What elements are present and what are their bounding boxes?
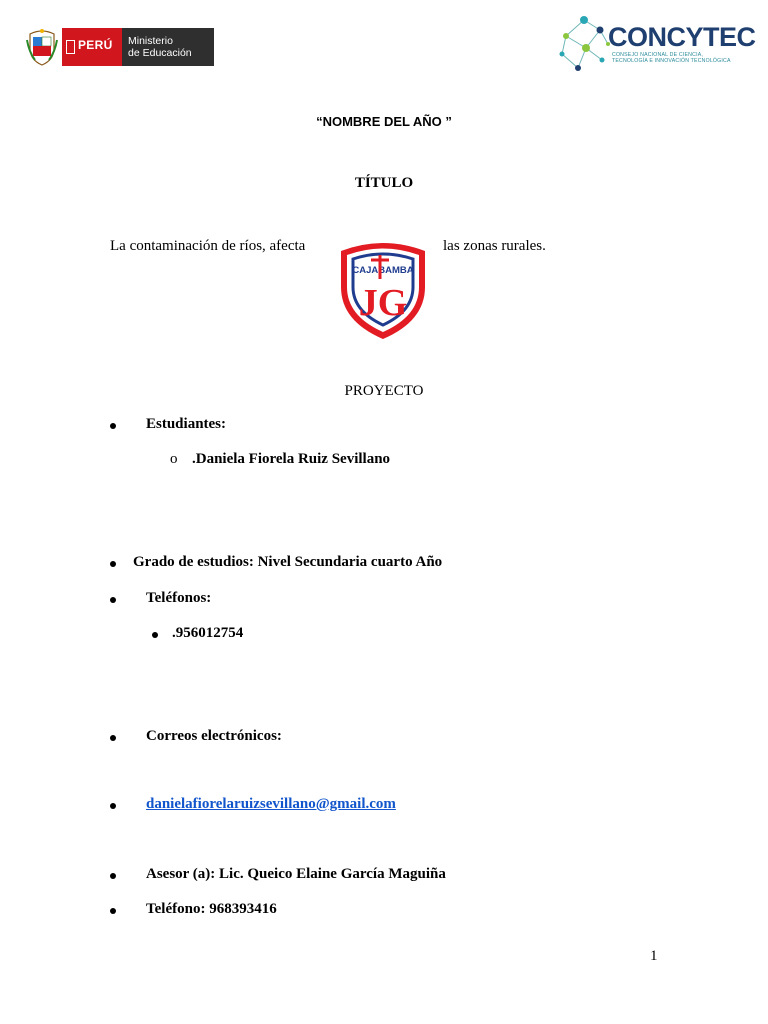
bullet-icon	[110, 873, 116, 879]
bullet-icon	[110, 597, 116, 603]
concytec-subtitle-line1: CONSEJO NACIONAL DE CIENCIA,	[612, 52, 704, 58]
network-molecule-icon	[556, 14, 612, 74]
project-label: PROYECTO	[344, 383, 424, 399]
emails-label: Correos electrónicos:	[146, 728, 282, 744]
year-title: “NOMBRE DEL AÑO ”	[316, 114, 452, 129]
school-shield-monogram: JG	[358, 282, 408, 324]
advisor: Asesor (a): Lic. Queico Elaine García Maguiña	[146, 866, 446, 882]
advisor-phone: Teléfono: 968393416	[146, 901, 277, 917]
phones-label: Teléfonos:	[146, 590, 212, 606]
email-link[interactable]: danielafiorelaruizsevillano@gmail.com	[146, 796, 396, 812]
school-shield-logo	[333, 237, 433, 341]
bullet-icon	[110, 803, 116, 809]
school-shield-text: CAJABAMBA	[352, 265, 414, 276]
bullet-icon	[110, 908, 116, 914]
bullet-icon	[110, 561, 116, 567]
ministry-line1: Ministerio	[128, 35, 173, 47]
peru-coat-of-arms-icon	[26, 28, 58, 66]
sub-bullet-icon: o	[170, 451, 178, 467]
ministry-line2: de Educación	[128, 47, 192, 59]
bullet-icon	[152, 632, 158, 638]
student-name: .Daniela Fiorela Ruiz Sevillano	[192, 451, 391, 467]
minedu-logo	[26, 28, 214, 66]
page-number: 1	[650, 948, 658, 964]
title-heading: TÍTULO	[354, 175, 414, 191]
concytec-subtitle-line2: TECNOLOGÍA E INNOVACIÓN TECNOLÓGICA	[612, 58, 731, 64]
email-item	[146, 796, 396, 813]
phone-number: .956012754	[172, 625, 244, 641]
bullet-icon	[110, 735, 116, 741]
grade-label: Grado de estudios: Nivel Secundaria cuarto Año	[133, 554, 443, 570]
peru-label: PERÚ	[78, 38, 113, 52]
students-label: Estudiantes:	[146, 416, 227, 432]
ministry-badge	[122, 28, 214, 66]
concytec-brand: CONCYTEC	[608, 22, 756, 52]
bullet-icon	[110, 423, 116, 429]
concytec-logo	[556, 14, 756, 74]
title-sentence-end: las zonas rurales.	[443, 238, 546, 254]
concytec-subtitle	[612, 52, 754, 64]
peru-flag-icon	[66, 40, 75, 54]
peru-badge	[62, 28, 122, 66]
title-sentence-start: La contaminación de ríos, afecta	[110, 238, 306, 254]
